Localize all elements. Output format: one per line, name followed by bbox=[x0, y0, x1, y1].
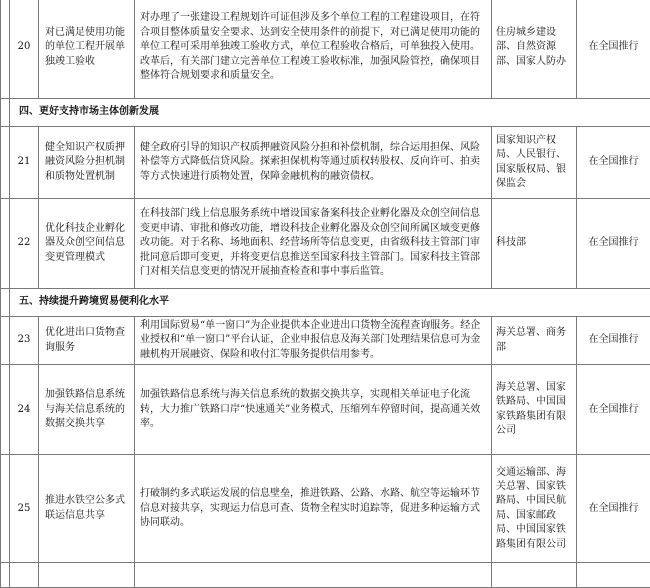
row-margin bbox=[1, 455, 10, 563]
measure-name: 健全知识产权质押融资风险分担机制和质物处置机制 bbox=[39, 127, 135, 199]
row-number: 21 bbox=[10, 127, 39, 199]
row-number: 25 bbox=[10, 455, 39, 563]
row-margin bbox=[1, 563, 10, 588]
section-title: 五、持续提升跨境贸易便利化水平 bbox=[10, 289, 650, 317]
table-row bbox=[1, 365, 650, 455]
responsible-department: 交通运输部、海关总署、国家铁路局、中国民航局、国家邮政局、中国国家铁路集团有限公司 bbox=[492, 455, 577, 563]
implementation-scope: 在全国推行 bbox=[577, 455, 650, 563]
measure-content: 对办理了一张建设工程规划许可证但涉及多个单位工程的工程建设项目，在符合项目整体质量安全要求、达到安全使用条件的前提下，对已满足使用功能的单位工程可采用单独竣工验收方式，单位工程验收合格后，可单独投入使用。改革后，有关部门建立完善单位工程竣工验收标准，加强风险管控，确保项目整体符合规划要求和质量安全。 bbox=[135, 0, 492, 99]
table-row bbox=[1, 127, 650, 199]
measure-name: 对已满足使用功能的单位工程开展单独竣工验收 bbox=[39, 0, 135, 99]
measure-content: 在科技部门线上信息服务系统中增设国家备案科技企业孵化器及众创空间信息变更申请、审批和修改功能，增设科技企业孵化器及众创空间所属区域变更修改功能。对于名称、场地面积、经营场所等信息变更，由省级科技主管部门审批同意后即可变更，并将变更信息推送至国家科技主管部门。国家科技主管部门对相关信息变更的情况开展抽查检查和事中事后监管。 bbox=[135, 199, 492, 289]
responsible-department: 海关总署、商务部 bbox=[492, 317, 577, 365]
measure-content: 利用国际贸易“单一窗口”为企业提供本企业进出口货物全流程查询服务。经企业授权和“单一窗口”平台认证，企业申报信息及海关部门处理结果信息可为金融机构开展融资、保险和收付汇等服务提供信用参考。 bbox=[135, 317, 492, 365]
row-margin bbox=[1, 317, 10, 365]
responsible-department: 海关总署、国家铁路局、中国国家铁路集团有限公司 bbox=[492, 365, 577, 455]
table-row-partial bbox=[1, 563, 650, 588]
implementation-scope: 在全国推行 bbox=[577, 365, 650, 455]
row-number: 23 bbox=[10, 317, 39, 365]
responsible-department: 科技部 bbox=[492, 199, 577, 289]
row-number: 20 bbox=[10, 0, 39, 99]
empty-cell bbox=[492, 563, 577, 588]
table-row bbox=[1, 199, 650, 289]
measure-name: 加强铁路信息系统与海关信息系统的数据交换共享 bbox=[39, 365, 135, 455]
measure-name: 推进水铁空公多式联运信息共享 bbox=[39, 455, 135, 563]
empty-cell bbox=[39, 563, 135, 588]
section-header-row bbox=[1, 99, 650, 127]
row-margin bbox=[1, 289, 10, 317]
empty-cell bbox=[10, 563, 39, 588]
measure-name: 优化科技企业孵化器及众创空间信息变更管理模式 bbox=[39, 199, 135, 289]
row-number: 24 bbox=[10, 365, 39, 455]
implementation-scope: 在全国推行 bbox=[577, 199, 650, 289]
measure-content: 健全政府引导的知识产权质押融资风险分担和补偿机制，综合运用担保、风险补偿等方式降低信贷风险。探索担保机构等通过质权转股权、反向许可、拍卖等方式快速进行质物处置，保障金融机构的融资债权。 bbox=[135, 127, 492, 199]
row-margin bbox=[1, 199, 10, 289]
table-row bbox=[1, 0, 650, 99]
implementation-scope: 在全国推行 bbox=[577, 317, 650, 365]
row-margin bbox=[1, 0, 10, 99]
empty-cell bbox=[135, 563, 492, 588]
measure-content: 加强铁路信息系统与海关信息系统的数据交换共享，实现相关单证电子化流转，大力推广铁路口岸“快速通关”业务模式，压缩列车停留时间，提高通关效率。 bbox=[135, 365, 492, 455]
section-title: 四、更好支持市场主体创新发展 bbox=[10, 99, 650, 127]
table-row bbox=[1, 317, 650, 365]
empty-cell bbox=[577, 563, 650, 588]
implementation-scope: 在全国推行 bbox=[577, 0, 650, 99]
row-margin bbox=[1, 99, 10, 127]
responsible-department: 国家知识产权局、人民银行、国家版权局、银保监会 bbox=[492, 127, 577, 199]
section-header-row bbox=[1, 289, 650, 317]
responsible-department: 住房城乡建设部、自然资源部、国家人防办 bbox=[492, 0, 577, 99]
row-number: 22 bbox=[10, 199, 39, 289]
implementation-scope: 在全国推行 bbox=[577, 127, 650, 199]
measure-content: 打破制约多式联运发展的信息壁垒，推进铁路、公路、水路、航空等运输环节信息对接共享，实现运力信息可查、货物全程实时追踪等，促进多种运输方式协同联动。 bbox=[135, 455, 492, 563]
measure-name: 优化进出口货物查询服务 bbox=[39, 317, 135, 365]
row-margin bbox=[1, 127, 10, 199]
row-margin bbox=[1, 365, 10, 455]
table-row bbox=[1, 455, 650, 563]
